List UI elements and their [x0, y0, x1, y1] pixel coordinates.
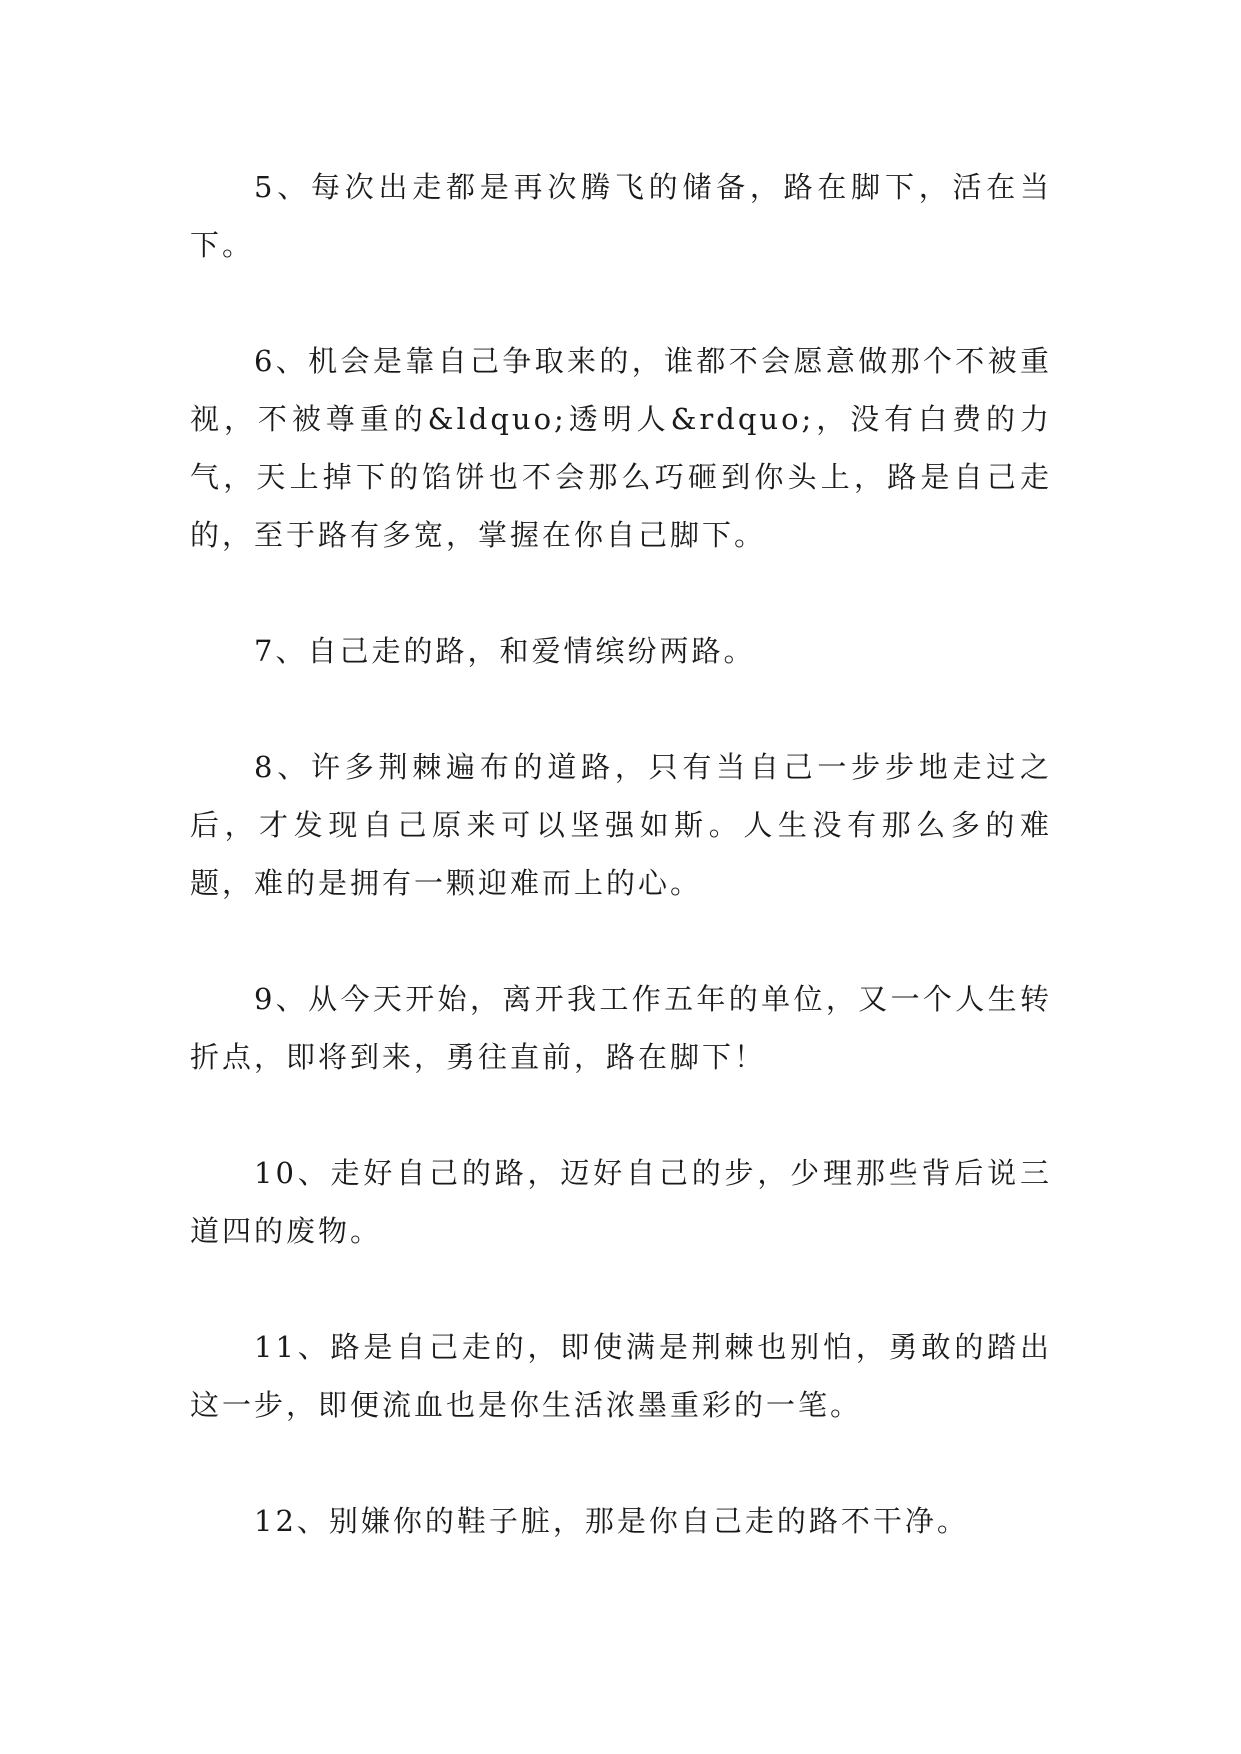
paragraph-9: 9、从今天开始，离开我工作五年的单位，又一个人生转折点，即将到来，勇往直前，路在脚下！ [190, 982, 1052, 1074]
paragraph-12: 12、别嫌你的鞋子脏，那是你自己走的路不干净。 [254, 1504, 969, 1538]
document-body [190, 158, 1052, 1608]
paragraph-7: 7、自己走的路，和爱情缤纷两路。 [254, 634, 756, 668]
paragraph-10: 10、走好自己的路，迈好自己的步，少理那些背后说三道四的废物。 [190, 1156, 1052, 1248]
paragraph-6: 6、机会是靠自己争取来的，谁都不会愿意做那个不被重视，不被尊重的&ldquo;透明人&rdquo;，没有白费的力气，天上掉下的馅饼也不会那么巧砸到你头上，路是自己走的，至于路有多宽，掌握在你自己脚下。 [190, 344, 1052, 552]
paragraph-5: 5、每次出走都是再次腾飞的储备，路在脚下，活在当下。 [190, 170, 1052, 262]
paragraph-11: 11、路是自己走的，即使满是荆棘也别怕，勇敢的踏出这一步，即便流血也是你生活浓墨重彩的一笔。 [190, 1330, 1052, 1422]
paragraph-8: 8、许多荆棘遍布的道路，只有当自己一步步地走过之后，才发现自己原来可以坚强如斯。人生没有那么多的难题，难的是拥有一颗迎难而上的心。 [190, 750, 1052, 900]
